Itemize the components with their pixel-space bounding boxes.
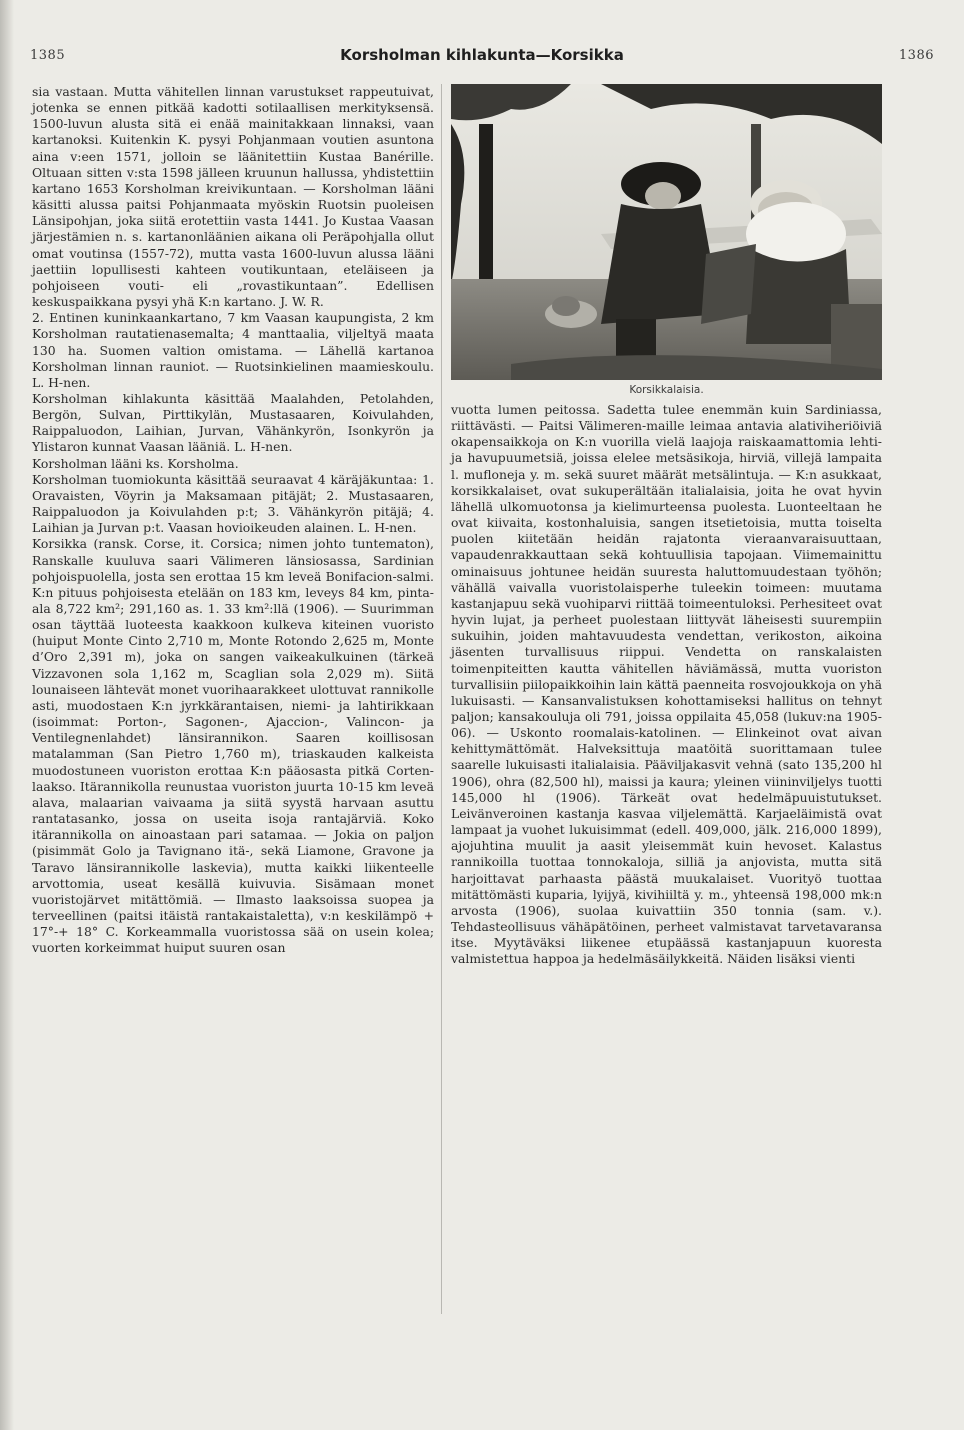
- paragraph-korsholma-history: sia vastaan. Mutta vähitellen linnan varustukset rappeutuivat, jotenka se ennen pitkää kadotti sotilaallisen merkityksensä. 1500-luvun alusta sitä ei enää mainitakkaan linnaksi, vaan kartanoksi. Kuitenkin K. pysyi Pohjanmaan voutien asuntona aina v:een 1571, jolloin se läänitettiin Kustaa Banérille. Oltuaan sitten v:sta 1598 jälleen kruunun hallussa, yhdistettiin kartano 1653 Korsholman kreivikuntaan. — Korsholman lääni käsitti alussa paitsi Pohjanmaata myöskin Ruotsin puoleisen Länsipohjan, joka siitä erotettiin vasta 1441. Jo Kustaa Vaasan järjestämien n. s. kartanonläänien aikana oli Peräpohjalla ollut omat voutinsa (1557-72), mutta vasta 1600-luvun alussa lääni jaettiin lopullisesti kahteen voutikuntaan, eteläiseen ja pohjoiseen vouti- eli „rovastikuntaan”. Edellisen keskuspaikkana pysyi yhä K:n kartano. J. W. R.: [32, 84, 434, 310]
- paragraph-korsholman-kihlakunta: Korsholman kihlakunta käsittää Maalahden, Petolahden, Bergön, Sulvan, Pirttikylän, Mustasaaren, Koivulahden, Raippaluodon, Laihian, Jurvan, Vähänkyrön, Isonkyrön ja Ylistaron kunnat Vaasan lääniä. L. H-nen.: [32, 390, 434, 455]
- page-header: [30, 46, 934, 68]
- page-binding-shadow: [0, 0, 14, 1430]
- photo-illustration: [451, 84, 882, 380]
- photograph-corsicans: [451, 84, 882, 380]
- paragraph-korsholma-estate: 2. Entinen kuninkaankartano, 7 km Vaasan kaupungista, 2 km Korsholman rautatienasemalta; 4 manttaalia, viljeltyä maata 130 ha. Suomen valtion omistama. — Lähellä kartanoa Korsholman linnan rauniot. — Ruotsinkielinen maamieskoulu. L. H-nen.: [32, 310, 434, 390]
- paragraph-korsikka-continued: vuotta lumen peitossa. Sadetta tulee enemmän kuin Sardiniassa, riittävästi. — Paitsi Välimeren-maille leimaa antavia alativiheriöiviä okapensaikkoja on K:n vuorilla vielä laajoja raiskaamattomia lehti- ja havupuumetsiä, joissa elelee metsäsikoja, hirviä, villejä lampaita l. mufloneja y. m. sekä suuret määrät metsälintuja. — K:n asukkaat, korsikkalaiset, ovat sukuperältään italialaisia, joita he ovat hyvin lähellä ulkomuotonsa ja kielimurteensa puolesta. Luonteeltaan he ovat kiivaita, kostonhaluisia, sangen itsetietoisia, mutta toiselta puolen kiitetään heidän rajatonta vieraanvaraisuuttaan, vapaudenrakkauttaan sekä kohtuullisia tapojaan. Viimemainittu ominaisuus johtunee heidän suuresta haluttomuudestaan työhön; vähällä vaivalla vuoristolaisperhe tuleekin toimeen: muutama kastanjapuu sekä vuohiparvi riittää toimeentuloksi. Perhesiteet ovat hyvin lujat, ja perheet puolestaan liittyvät läheisesti suurempiin sukuihin, joiden mahtavuudesta vendettan, verikoston, aikoina jäsenten turvallisuus riippui. Vendetta on ranskalaisten toimenpiteitten kautta vähitellen häviämässä, mutta vuoriston turvallisiin piilopaikkoihin lain kättä paenneita rosvojoukkoja on yhä lukuisasti. — Kansanvalistuksen kohottamiseksi hallitus on tehnyt paljon; kansakouluja oli 791, joissa oppilaita 45,058 (lukuv:na 1905-06). — Uskonto roomalais-katolinen. — Elinkeinot ovat aivan kehittymättömät. Halveksittuja maatöitä suorittamaan tulee saarelle lukuisasti italialaisia. Pääviljakasvit vehnä (sato 135,200 hl 1906), ohra (82,500 hl), maissi ja kaura; yleinen viininviljelys tuotti 145,000 hl (1906). Tärkeät ovat hedelmäpuuistutukset. Leivänveroinen kastanja kasvaa viljelemättä. Karjaeläimistä ovat lampaat ja vuohet lukuisimmat (edell. 409,000, jälk. 216,000 1899), ajojuhtina muulit ja aasit yleisemmät kuin hevoset. Kalastus rannikoilla tuottaa tonnokaloja, silliä ja anjovista, mutta sitä harjoittavat parhaasta päästä muukalaiset. Vuorityö tuottaa mitättömästi kuparia, lyijyä, kivihiiltä y. m., yhteensä 198,000 mk:n arvosta (1906), suolaa kuivattiin 350 tonnia (sam. v.). Tehdasteollisuus vähäpätöinen, perheet valmistavat tarvetavaransa itse. Myytäväksi liikenee etupäässä kastanjapuun kuoresta valmistettua happoa ja hedelmäsäilykkeitä. Näiden lisäksi vienti: [451, 402, 882, 967]
- left-page-number: 1385: [30, 48, 66, 63]
- left-text-column: [32, 84, 434, 956]
- paragraph-korsholman-tuomiokunta: Korsholman tuomiokunta käsittää seuraavat 4 käräjäkuntaa: 1. Oravaisten, Vöyrin ja Maksamaan pitäjät; 2. Mustasaaren, Raippaluodon ja Koivulahden p:t; 3. Vähänkyrön pitäjä; 4. Laihian ja Jurvan p:t. Vaasan hovioikeuden alainen. L. H-nen.: [32, 471, 434, 536]
- right-page-number: 1386: [898, 48, 934, 63]
- running-title: Korsholman kihlakunta—Korsikka: [340, 46, 624, 64]
- paragraph-korsikka: Korsikka (ransk. Corse, it. Corsica; nimen johto tuntematon), Ranskalle kuuluva saari Välimeren länsiosassa, Sardinian pohjoispuolella, josta sen erottaa 15 km leveä Bonifacion-salmi. K:n pituus pohjoisesta etelään on 183 km, leveys 84 km, pinta-ala 8,722 km²; 291,160 as. 1. 33 km²:llä (1906). — Suurimman osan täyttää luoteesta kaakkoon kulkeva kiteinen vuoristo (huiput Monte Cinto 2,710 m, Monte Rotondo 2,625 m, Monte d’Oro 2,391 m), joka on sangen vaikeakulkuinen (tärkeä Vizzavonen sola 1,162 m, Scaglian sola 2,029 m). Siitä lounaiseen lähtevät monet vuorihaarakkeet ulottuvat rannikolle asti, muodostaen K:n jyrkkärantaisen, niemi- ja lahtirikkaan (isoimmat: Porton-, Sagonen-, Ajaccion-, Valincon- ja Ventilegnenlahdet) länsirannikon. Saaren koillisosan matalamman (San Pietro 1,760 m), triaskauden kalkeista muodostuneen vuoriston erottaa K:n pääosasta pitkä Corten-laakso. Itärannikolla reunustaa vuoriston juurta 10-15 km leveä alava, malaarian vaivaama ja siitä syystä harvaan asuttu rantatasanko, jossa on useita isoja rantajärviä. Koko itärannikolla on ainoastaan pari satamaa. — Jokia on paljon (pisimmät Golo ja Tavignano itä-, sekä Liamone, Gravone ja Taravo länsirannikolle laskevia), mutta kaikki liikenteelle arvottomia, useat kesällä kuivuvia. Sisämaan monet vuoristojärvet mitättömiä. — Ilmasto laaksoissa suopea ja terveellinen (paitsi itäistä rantakaistaletta), v:n keskilämpö + 17°-+ 18° C. Korkeammalla vuoristossa sää on usein kolea; vuorten korkeimmat huiput suuren osan: [32, 536, 434, 956]
- photo-caption: Korsikkalaisia.: [629, 384, 704, 396]
- column-divider: [441, 84, 442, 1314]
- right-text-column: [451, 402, 882, 967]
- paragraph-korsholman-laani: Korsholman lääni ks. Korsholma.: [32, 455, 239, 471]
